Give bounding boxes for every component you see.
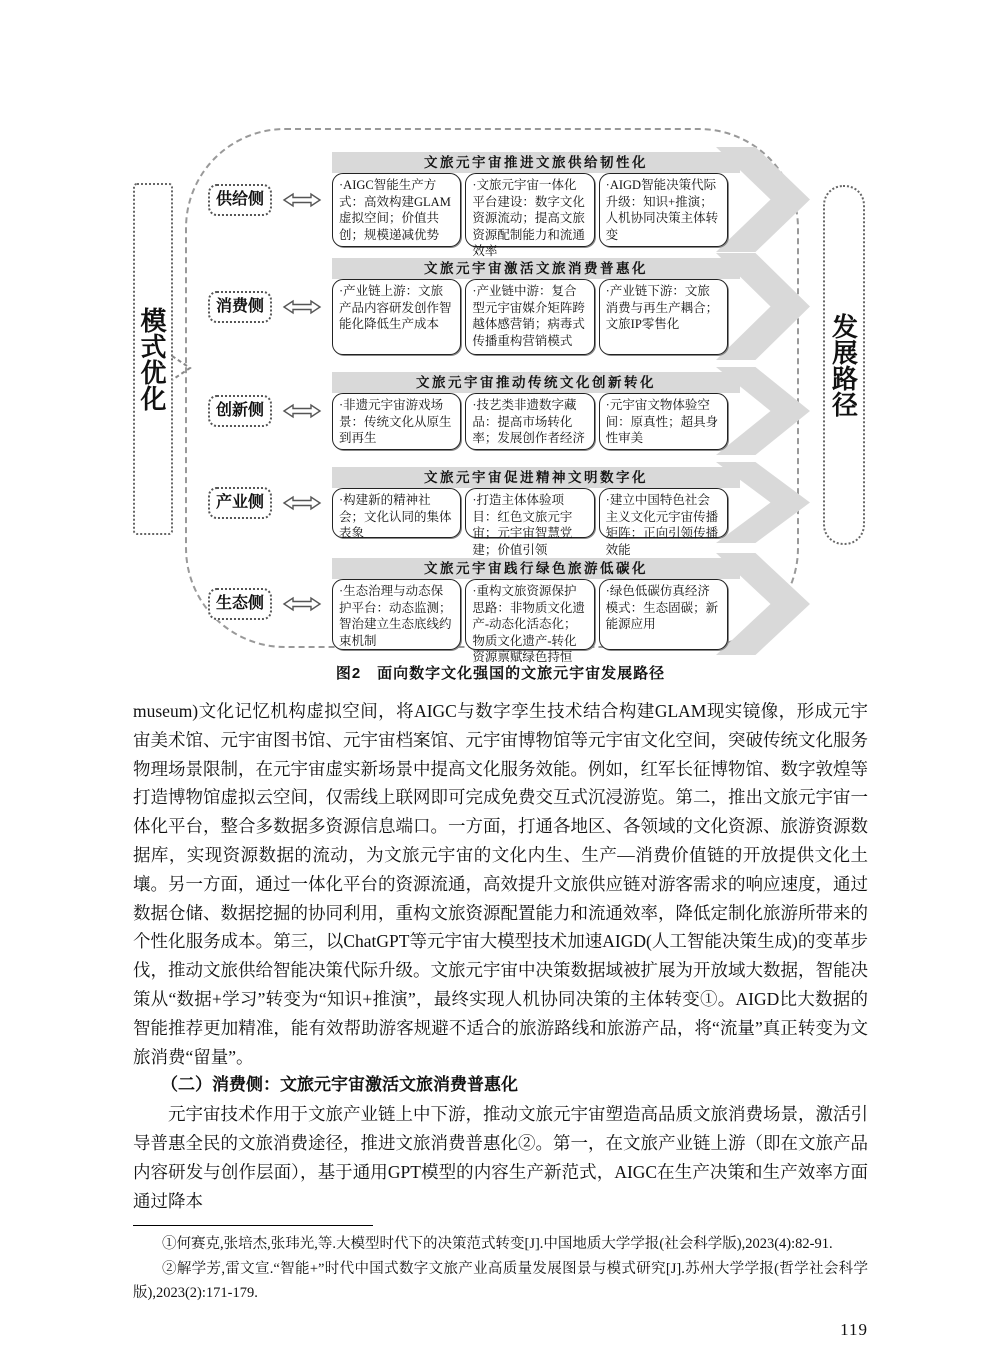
side-label: 创新侧 [208,395,272,427]
diagram-box: ·技艺类非遗数字藏品：提高市场转化率；发展创作者经济 [465,393,594,450]
arrow-band [332,372,800,450]
double-arrow-icon [272,403,332,419]
diagram-box: ·建立中国特色社会主义文化元宇宙传播矩阵：正向引领传播效能 [599,488,728,538]
side-label: 生态侧 [208,588,272,620]
diagram-box: ·元宇宙文物体验空间：原真性；超具身性审美 [599,393,728,450]
diagram-box: ·重构文旅资源保护思路：非物质文化遗产-动态化活态化；物质文化遗产-转化资源禀赋绿色持恒 [465,579,594,650]
arrow-band [332,558,800,664]
footnote-divider [133,1225,373,1226]
arrow-band [332,258,800,355]
diagram-box: ·绿色低碳仿真经济模式：生态固碳；新能源应用 [599,579,728,650]
double-arrow-icon [272,299,332,315]
band-title: 文旅元宇宙践行绿色旅游低碳化 [332,558,740,579]
side-label: 供给侧 [208,184,272,216]
right-vertical-label: 发展路径 [823,185,865,545]
diagram-box: ·产业链下游：文旅消费与再生产耦合；文旅IP零售化 [599,279,728,355]
figure-caption: 图2 面向数字文化强国的文旅元宇宙发展路径 [335,665,666,682]
diagram-box: ·构建新的精神社会；文化认同的集体表象 [332,488,461,538]
diagram-row-innovate [208,372,800,450]
diagram-box: ·打造主体体验项目：红色文旅元宇宙；元宇宙智慧党建；价值引领 [465,488,594,538]
band-title: 文旅元宇宙推动传统文化创新转化 [332,372,740,393]
figure-diagram [133,125,868,664]
double-arrow-icon [272,192,332,208]
band-title: 文旅元宇宙促进精神文明数字化 [332,467,740,488]
body-paragraph: museum)文化记忆机构虚拟空间，将AIGC与数字孪生技术结合构建GLAM现实镜像，形成元宇宙美术馆、元宇宙图书馆、元宇宙档案馆、元宇宙博物馆等元宇宙文化空间，突破传统文化服务物理场景限制，在元宇宙虚实新场景中提高文化服务效能。例如，红军长征博物馆、数字敦煌等打造博物馆虚拟云空间，仅需线上联网即可完成免费交互式沉浸游览。第二，推出文旅元宇宙一体化平台，整合多数据多资源信息端口。一方面，打通各地区、各领域的文化资源、旅游资源数据库，实现资源数据的流动，为文旅元宇宙的文化内生、生产—消费价值链的开放提供文化土壤。另一方面，通过一体化平台的资源流通，高效提升文旅供应链对游客需求的响应速度，通过数据仓储、数据挖掘的协同利用，重构文旅资源配置能力和流通效率，降低定制化旅游所带来的个性化服务成本。第三，以ChatGPT等元宇宙大模型技术加速AIGD(人工智能决策生成)的变革步伐，推动文旅供给智能决策代际升级。文旅元宇宙中决策数据域被扩展为开放域大数据，智能决策从“数据+学习”转变为“知识+推演”，最终实现人机协同决策的主体转变①。AIGD比大数据的智能推荐更加精准，能有效帮助游客规避不适合的旅游路线和旅游产品，将“流量”真正转变为文旅消费“留量”。 [133,701,868,1067]
footnote: ①何赛克,张培杰,张玮光,等.大模型时代下的决策范式转变[J].中国地质大学学报(社会科学版),2023(4):82-91. [162,1236,833,1253]
dashed-arrow-icon [169,353,195,383]
diagram-row-consume [208,258,800,355]
left-vertical-label: 模式优化 [133,183,173,535]
double-arrow-icon [272,495,332,511]
arrow-band [332,467,800,557]
double-arrow-icon [272,596,332,612]
section-heading: （二）消费侧：文旅元宇宙激活文旅消费普惠化 [161,1075,518,1095]
band-title: 文旅元宇宙推进文旅供给韧性化 [332,152,740,173]
page-number: 119 [840,1319,868,1339]
arrow-band [332,152,800,258]
diagram-row-supply [208,152,800,258]
diagram-box: ·生态治理与动态保护平台：动态监测；智治建立生态底线约束机制 [332,579,461,650]
diagram-row-industry [208,467,800,557]
body-paragraph: 元宇宙技术作用于文旅产业链上中下游，推动文旅元宇宙塑造高品质文旅消费场景，激活引导普惠全民的文旅消费途径，推进文旅消费普惠化②。第一，在文旅产业链上游（即在文旅产品内容研发与创作层面），基于通用GPT模型的内容生产新范式，AIGC在生产决策和生产效率方面通过降本 [133,1104,868,1211]
diagram-box: ·AIGD智能决策代际升级：知识+推演；人机协同决策主体转变 [599,173,728,247]
side-label: 消费侧 [208,291,272,323]
diagram-box: ·文旅元宇宙一体化平台建设：数字文化资源流动；提高文旅资源配制能力和流通效率 [465,173,594,247]
diagram-box: ·产业链上游：文旅产品内容研发创作智能化降低生产成本 [332,279,461,355]
band-title: 文旅元宇宙激活文旅消费普惠化 [332,258,740,279]
side-label: 产业侧 [208,487,272,519]
footnote: ②解学芳,雷文宣.“智能+”时代中国式数字文旅产业高质量发展图景与模式研究[J].苏州大学学报(哲学社会科学版),2023(2):171-179. [133,1260,868,1302]
diagram-box: ·AIGC智能生产方式：高效构建GLAM虚拟空间；价值共创；规模递减优势 [332,173,461,247]
diagram-box: ·非遗元宇宙游戏场景：传统文化从原生到再生 [332,393,461,450]
diagram-row-ecology [208,558,800,664]
diagram-box: ·产业链中游：复合型元宇宙媒介矩阵跨越体感营销；病毒式传播重构营销模式 [465,279,594,355]
